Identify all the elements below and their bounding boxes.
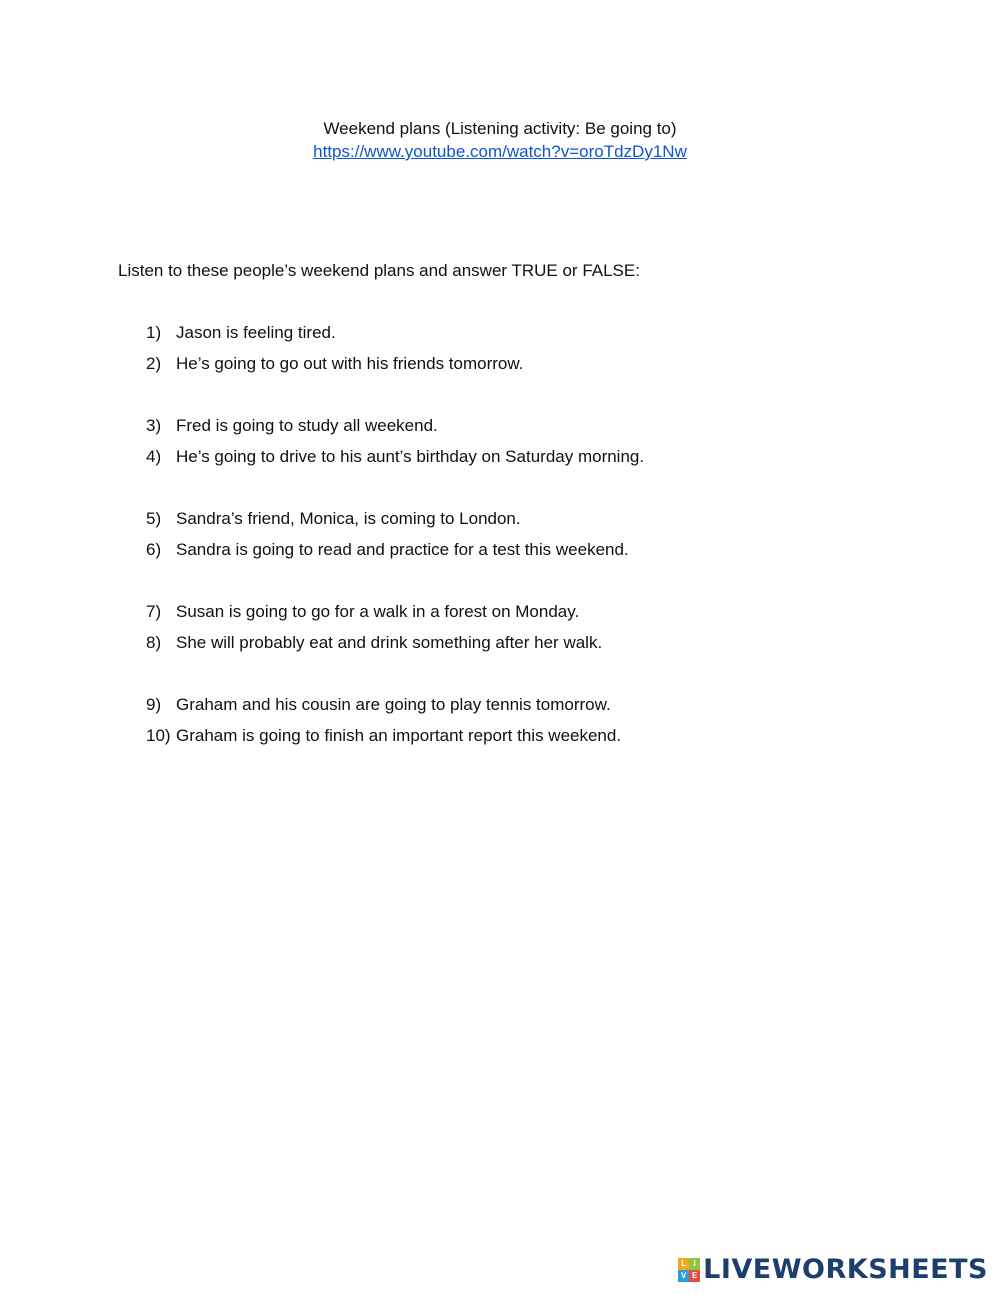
item-text: Sandra’s friend, Monica, is coming to London.: [176, 509, 521, 528]
item-text: Fred is going to study all weekend.: [176, 416, 438, 435]
item-number: 7): [146, 602, 162, 621]
instruction-text: Listen to these people’s weekend plans and answer TRUE or FALSE:: [118, 261, 640, 280]
list-item: [146, 631, 602, 654]
item-text: She will probably eat and drink something after her walk.: [176, 633, 603, 652]
item-text: Graham and his cousin are going to play tennis tomorrow.: [176, 695, 611, 714]
item-number: 6): [146, 540, 162, 559]
item-number: 9): [146, 695, 162, 714]
item-text: He’s going to drive to his aunt’s birthday on Saturday morning.: [176, 447, 645, 466]
list-item: [146, 321, 336, 344]
youtube-link[interactable]: https://www.youtube.com/watch?v=oroTdzDy1Nw: [313, 142, 687, 161]
item-text: Jason is feeling tired.: [176, 323, 336, 342]
item-text: Graham is going to finish an important report this weekend.: [176, 726, 622, 745]
item-number: 4): [146, 447, 162, 466]
list-item: [146, 538, 629, 561]
list-item: [146, 507, 521, 530]
liveworksheets-logo: [678, 1255, 988, 1285]
logo-mark-icon: [678, 1258, 700, 1282]
item-number: 8): [146, 633, 162, 652]
item-number: 3): [146, 416, 162, 435]
logo-mark-cell: I: [689, 1258, 700, 1270]
logo-text: LIVEWORKSHEETS: [703, 1254, 988, 1285]
logo-mark-cell: L: [678, 1258, 689, 1270]
logo-mark-cell: E: [689, 1270, 700, 1282]
item-text: Sandra is going to read and practice for a test this weekend.: [176, 540, 629, 559]
list-item: [146, 600, 579, 623]
list-item: [146, 724, 621, 747]
list-item: [146, 414, 438, 437]
item-number: 2): [146, 354, 162, 373]
item-number: 1): [146, 323, 162, 342]
item-number: 5): [146, 509, 162, 528]
item-number: 10): [146, 726, 171, 745]
document-title: Weekend plans (Listening activity: Be going to): [323, 119, 677, 138]
logo-mark-cell: V: [678, 1270, 689, 1282]
list-item: [146, 352, 523, 375]
list-item: [146, 445, 644, 468]
document-header: [0, 117, 1000, 163]
list-item: [146, 693, 611, 716]
item-text: He’s going to go out with his friends tomorrow.: [176, 354, 524, 373]
item-text: Susan is going to go for a walk in a forest on Monday.: [176, 602, 580, 621]
